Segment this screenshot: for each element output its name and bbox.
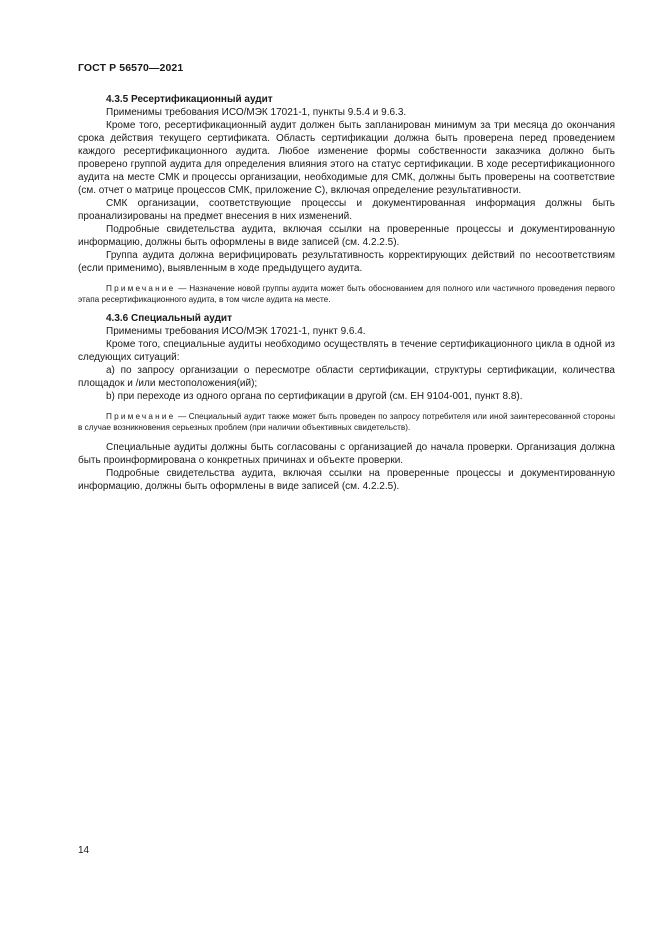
paragraph: Подробные свидетельства аудита, включая ссылки на проверенные процессы и документированную информацию, должны быть оформлены в виде записей (см. 4.2.2.5). — [78, 224, 615, 248]
section-heading: 4.3.6 Специальный аудит — [106, 313, 232, 324]
section-special-audit — [78, 312, 615, 493]
list-item: b) при переходе из одного органа по сертификации в другой (см. ЕН 9104-001, пункт 8.8). — [106, 391, 523, 402]
note-text: — Назначение новой группы аудита может быть обоснованием для полного или частичного проведения первого этапа ресертификационного аудита, в том числе аудита на месте. — [78, 284, 615, 304]
note-label: Примечание — [106, 412, 176, 421]
section-heading: 4.3.5 Ресертификационный аудит — [106, 94, 273, 105]
section-recertification-audit — [78, 93, 615, 305]
paragraph: Подробные свидетельства аудита, включая ссылки на проверенные процессы и документированную информацию, должны быть оформлены в виде записей (см. 4.2.2.5). — [78, 468, 615, 492]
paragraph: Применимы требования ИСО/МЭК 17021-1, пункт 9.6.4. — [106, 326, 366, 337]
paragraph: СМК организации, соответствующие процессы и документированная информация должны быть проанализированы на предмет внесения в них изменений. — [78, 198, 615, 222]
paragraph: Кроме того, ресертификационный аудит должен быть запланирован минимум за три месяца до окончания срока действия текущего сертификата. Область сертификации должна быть проверена перед проведением каждого ресертификационного аудита. Любое изменение формы собственности заказчика должно быть проверено группой аудита для определения влияния этого на статус сертификации. В ходе ресертификационного аудита на месте СМК и процессы организации, необходимые для СМК, должны быть проверены на соответствие (см. отчет о матрице процессов СМК, приложение С), включая определение результативности. — [78, 120, 615, 196]
paragraph: Группа аудита должна верифицировать результативность корректирующих действий по несоответствиям (если применимо), выявленным в ходе предыдущего аудита. — [78, 250, 615, 274]
page-content — [78, 93, 615, 493]
note — [78, 283, 615, 305]
page-number: 14 — [78, 845, 90, 856]
note-label: Примечание — [106, 284, 176, 293]
paragraph: Применимы требования ИСО/МЭК 17021-1, пункты 9.5.4 и 9.6.3. — [106, 107, 407, 118]
note-text: — Специальный аудит также может быть проведен по запросу потребителя или иной заинтересованной стороны в случае возникновения серьезных проблем (при наличии объективных свидетельств). — [78, 412, 615, 432]
list-item: а) по запросу организации о пересмотре области сертификации, структуры сертификации, количества площадок и /или местоположения(ий); — [78, 365, 615, 389]
paragraph: Специальные аудиты должны быть согласованы с организацией до начала проверки. Организация должна быть проинформирована о конкретных причинах и объекте проверки. — [78, 442, 615, 466]
note — [78, 411, 615, 433]
paragraph: Кроме того, специальные аудиты необходимо осуществлять в течение сертификационного цикла в одной из следующих ситуаций: — [78, 339, 615, 363]
document-header: ГОСТ Р 56570—2021 — [78, 62, 184, 74]
